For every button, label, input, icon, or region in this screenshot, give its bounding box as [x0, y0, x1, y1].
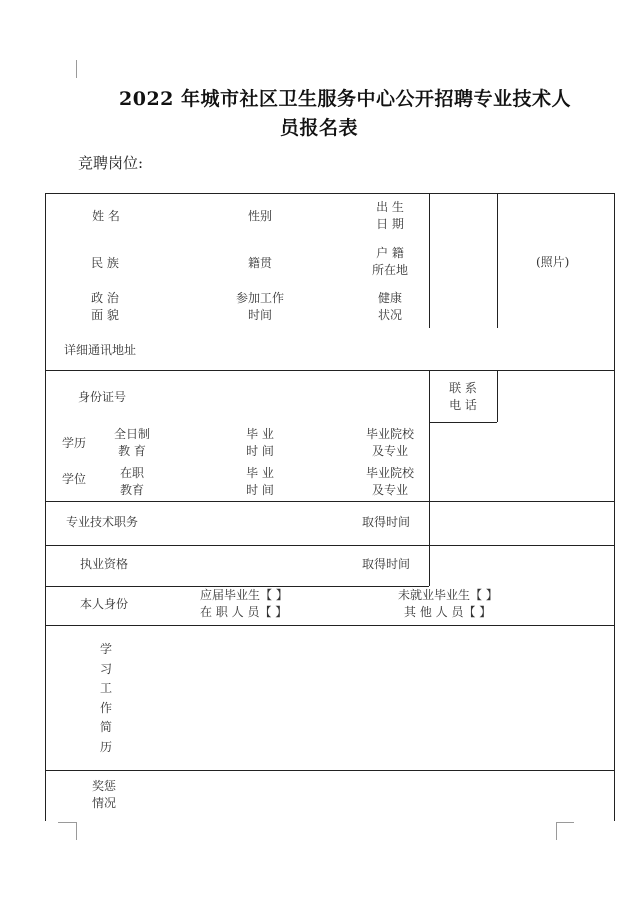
label-hukou-2: 所在地 [371, 263, 408, 277]
divider [45, 501, 615, 502]
divider [45, 545, 615, 546]
label-political-2: 面 貌 [91, 308, 119, 322]
label-contact-1: 联 系 [449, 381, 477, 395]
label-awards-2: 情况 [91, 796, 116, 810]
label-onjob-2: 教育 [119, 483, 144, 497]
label-grad-time-b-1: 毕 业 [246, 466, 274, 480]
label-awards-1: 奖惩 [91, 779, 116, 793]
label-grad-school-a-2: 及专业 [371, 444, 408, 458]
label-health-2: 状况 [377, 308, 402, 322]
label-resume [98, 640, 114, 757]
label-gender: 性别 [247, 209, 272, 223]
label-identity: 本人身份 [80, 597, 129, 611]
divider [497, 193, 498, 328]
option-employed[interactable]: 在 职 人 员【 】 [200, 605, 288, 619]
table-border-left [45, 193, 46, 821]
table-border-right [614, 193, 615, 821]
crop-mark-bottom-right-v [556, 822, 557, 840]
label-resume-char: 简 [99, 720, 112, 734]
divider [45, 370, 615, 371]
photo-placeholder: (照片) [536, 255, 570, 269]
label-health-1: 健康 [377, 291, 402, 305]
label-native-place: 籍贯 [247, 256, 272, 270]
label-license: 执业资格 [80, 557, 129, 571]
crop-mark-bottom-right-h [556, 822, 574, 823]
divider [429, 193, 430, 328]
label-work-start-2: 时间 [247, 308, 272, 322]
label-grad-school-a-1: 毕业院校 [365, 427, 414, 441]
form-title-line-2: 员报名表 [280, 117, 359, 139]
label-obtain-time-1: 取得时间 [362, 515, 411, 529]
option-fresh-grad[interactable]: 应届毕业生【 】 [200, 588, 288, 602]
label-hukou-1: 户 籍 [376, 246, 404, 260]
label-birth-1: 出 生 [376, 200, 404, 214]
label-resume-char: 习 [99, 661, 112, 676]
label-work-start-1: 参加工作 [235, 291, 284, 305]
label-grad-school-b-2: 及专业 [371, 483, 408, 497]
label-resume-char: 学 [99, 642, 112, 656]
divider [497, 370, 498, 422]
label-resume-char: 作 [99, 700, 112, 715]
form-title-line-1: 2022 年城市社区卫生服务中心公开招聘专业技术人 [119, 88, 571, 110]
label-grad-time-a-2: 时 间 [246, 444, 274, 458]
label-fulltime-2: 教 育 [118, 444, 146, 458]
divider [45, 625, 615, 626]
table-border-top [45, 193, 615, 194]
label-resume-char: 历 [99, 739, 112, 754]
crop-mark-bottom-left-v [76, 822, 77, 840]
label-birth-2: 日 期 [376, 217, 404, 231]
divider [429, 370, 430, 501]
label-fulltime-1: 全日制 [113, 427, 150, 441]
label-onjob-1: 在职 [119, 466, 144, 480]
divider [429, 422, 497, 423]
option-unemployed-grad[interactable]: 未就业毕业生【 】 [398, 588, 498, 602]
label-education: 学历 [61, 436, 86, 450]
label-degree: 学位 [61, 472, 86, 486]
label-resume-char: 工 [99, 681, 112, 695]
label-political-1: 政 治 [91, 291, 119, 305]
label-tech-title: 专业技术职务 [66, 515, 139, 529]
label-grad-time-a-1: 毕 业 [246, 427, 274, 441]
position-label: 竞聘岗位: [78, 154, 144, 172]
label-name: 姓 名 [92, 209, 120, 223]
divider [429, 502, 430, 586]
crop-mark-top-left [76, 60, 77, 78]
option-other[interactable]: 其 他 人 员【 】 [404, 605, 492, 619]
label-grad-time-b-2: 时 间 [246, 483, 274, 497]
crop-mark-bottom-left-h [58, 822, 76, 823]
label-contact-2: 电 话 [449, 398, 477, 412]
label-address: 详细通讯地址 [64, 343, 137, 357]
label-ethnicity: 民 族 [91, 256, 119, 270]
label-grad-school-b-1: 毕业院校 [365, 466, 414, 480]
label-obtain-time-2: 取得时间 [362, 557, 411, 571]
divider [45, 770, 615, 771]
label-id-number: 身份证号 [78, 390, 127, 404]
